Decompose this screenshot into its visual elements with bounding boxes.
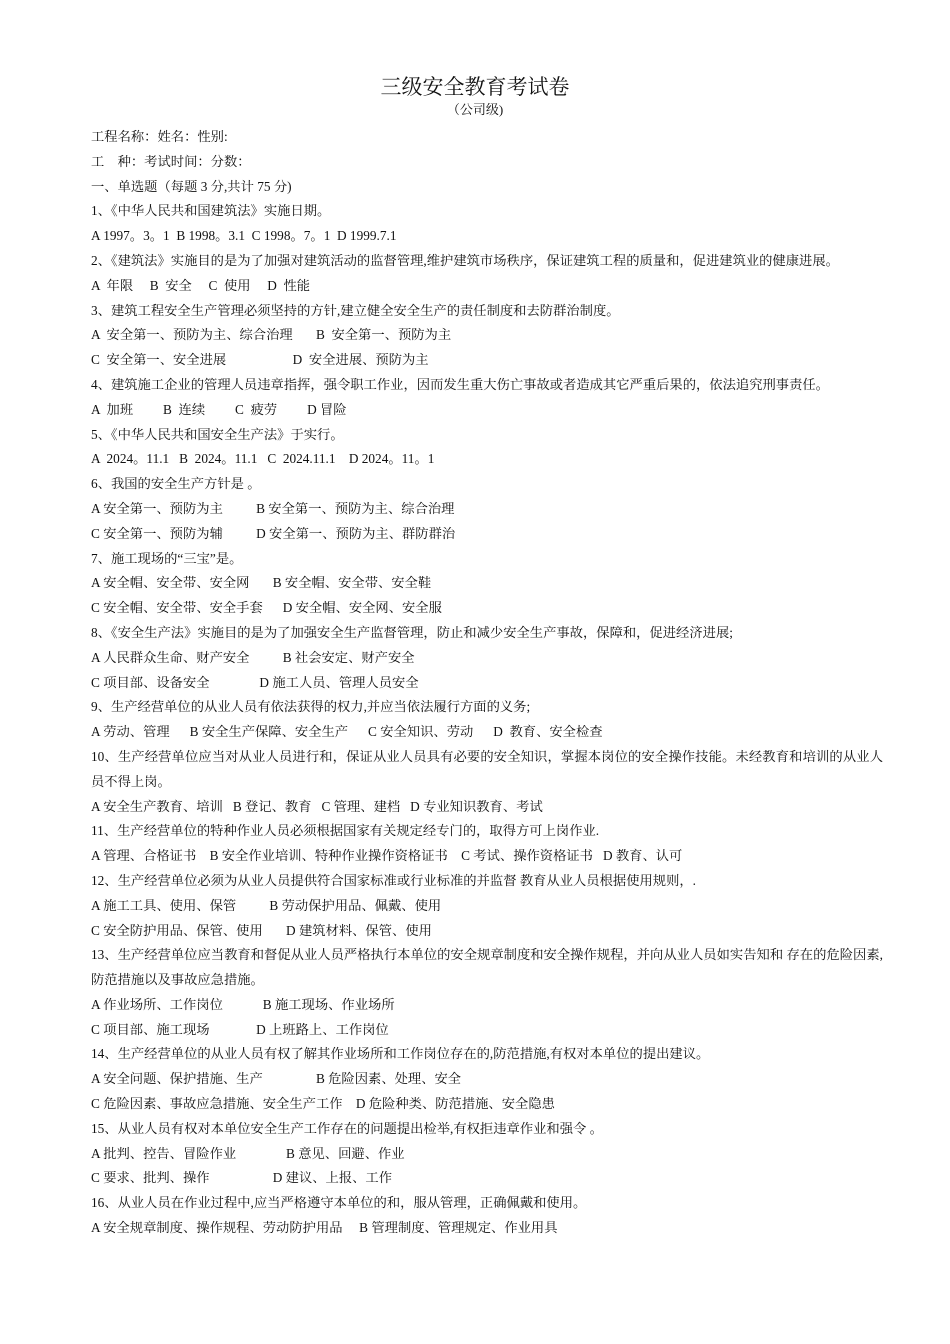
question-text: 1、《中华人民共和国建筑法》实施日期。	[91, 203, 331, 219]
question-options: A 安全第一、预防为主 B 安全第一、预防为主、综合治理	[91, 500, 455, 516]
question-options: A 安全生产教育、培训 B 登记、教育 C 管理、建档 D 专业知识教育、考试	[91, 798, 543, 814]
question-options: C 安全帽、安全带、安全手套 D 安全帽、安全网、安全服	[91, 600, 442, 616]
question-item	[91, 547, 883, 621]
question-item	[91, 373, 883, 423]
question-item	[91, 869, 883, 943]
question-options: A 安全规章制度、操作规程、劳动防护用品 B 管理制度、管理规定、作业用具	[91, 1220, 558, 1236]
section-heading: 一、单选题（每题 3 分,共计 75 分)	[91, 178, 292, 194]
question-options: A 劳动、管理 B 安全生产保障、安全生产 C 安全知识、劳动 D 教育、安全检查	[91, 724, 603, 740]
question-text: 4、建筑施工企业的管理人员违章指挥，强令职工作业，因而发生重大伤亡事故或者造成其它严重后果的，依法追究刑事责任。	[91, 376, 829, 392]
question-options: C 安全第一、预防为辅 D 安全第一、预防为主、群防群治	[91, 525, 456, 541]
question-text: 10、生产经营单位应当对从业人员进行和，保证从业人员具有必要的安全知识，掌握本岗位的安全操作技能。未经教育和培训的从业人员不得上岗。	[91, 748, 883, 789]
question-item	[91, 819, 883, 869]
question-item	[91, 943, 883, 1042]
question-options: A 1997。3。1 B 1998。3.1 C 1998。7。1 D 1999.7.1	[91, 228, 397, 244]
question-text: 14、生产经营单位的从业人员有权了解其作业场所和工作岗位存在的,防范措施,有权对本单位的提出建议。	[91, 1046, 710, 1062]
question-options: C 安全第一、安全进展 D 安全进展、预防为主	[91, 352, 429, 368]
question-item	[91, 1042, 883, 1116]
question-options: A 作业场所、工作岗位 B 施工现场、作业场所	[91, 996, 395, 1012]
question-options: A 人民群众生命、财产安全 B 社会安定、财产安全	[91, 649, 415, 665]
question-text: 9、生产经营单位的从业人员有依法获得的权力,并应当依法履行方面的义务;	[91, 699, 531, 715]
question-options: A 2024。11.1 B 2024。11.1 C 2024.11.1 D 2024。11。1	[91, 451, 435, 467]
question-text: 13、生产经营单位应当教育和督促从业人员严格执行本单位的安全规章制度和安全操作规程，并向从业人员如实告知和 存在的危险因素,防范措施以及事故应急措施。	[91, 947, 883, 988]
question-options: A 批判、控告、冒险作业 B 意见、回避、作业	[91, 1145, 405, 1161]
question-item	[91, 472, 883, 546]
question-options: A 年限 B 安全 C 使用 D 性能	[91, 277, 311, 293]
question-options: C 项目部、施工现场 D 上班路上、工作岗位	[91, 1021, 389, 1037]
question-item	[91, 1117, 883, 1191]
question-text: 8、《安全生产法》实施目的是为了加强安全生产监督管理，防止和减少安全生产事故，保障和，促进经济进展;	[91, 624, 733, 640]
question-item	[91, 1191, 883, 1241]
page-title: 三级安全教育考试卷	[380, 75, 570, 99]
question-text: 5、《中华人民共和国安全生产法》于实行。	[91, 426, 344, 442]
question-list	[91, 199, 883, 1240]
question-options: A 管理、合格证书 B 安全作业培训、特种作业操作资格证书 C 考试、操作资格证书 D 教育、认可	[91, 848, 683, 864]
question-item	[91, 299, 883, 373]
question-item	[91, 423, 883, 473]
info-line-project: 工程名称：姓名：性别:	[91, 129, 228, 144]
page-subtitle: （公司级)	[446, 102, 504, 117]
question-text: 7、施工现场的“三宝”是。	[91, 550, 243, 566]
question-options: C 危险因素、事故应急措施、安全生产工作 D 危险种类、防范措施、安全隐患	[91, 1096, 555, 1112]
question-options: C 安全防护用品、保管、使用 D 建筑材料、保管、使用	[91, 922, 432, 938]
exam-content	[91, 125, 883, 1241]
question-item	[91, 199, 883, 249]
question-text: 12、生产经营单位必须为从业人员提供符合国家标准或行业标准的并监督 教育从业人员根据使用规则，.	[91, 872, 697, 888]
question-item	[91, 621, 883, 695]
question-options: A 加班 B 连续 C 疲劳 D 冒险	[91, 401, 347, 417]
question-options: A 施工工具、使用、保管 B 劳动保护用品、佩戴、使用	[91, 897, 442, 913]
question-text: 15、从业人员有权对本单位安全生产工作存在的问题提出检举,有权拒违章作业和强令 。	[91, 1120, 603, 1136]
question-item	[91, 745, 883, 819]
question-text: 2、《建筑法》实施目的是为了加强对建筑活动的监督管理,维护建筑市场秩序，保证建筑工程的质量和，促进建筑业的健康进展。	[91, 252, 839, 268]
question-item	[91, 249, 883, 299]
question-text: 16、从业人员在作业过程中,应当严格遵守本单位的和，服从管理，正确佩戴和使用。	[91, 1195, 587, 1211]
question-text: 11、生产经营单位的特种作业人员必须根据国家有关规定经专门的，取得方可上岗作业.	[91, 823, 600, 839]
info-line-trade: 工 种：考试时间：分数：	[91, 153, 251, 169]
question-options: A 安全帽、安全带、安全网 B 安全帽、安全带、安全鞋	[91, 575, 432, 591]
question-text: 6、我国的安全生产方针是 。	[91, 476, 261, 492]
question-options: C 要求、批判、操作 D 建议、上报、工作	[91, 1170, 393, 1186]
question-item	[91, 695, 883, 745]
question-options: A 安全问题、保护措施、生产 B 危险因素、处理、安全	[91, 1071, 462, 1087]
question-text: 3、建筑工程安全生产管理必须坚持的方针,建立健全安全生产的责任制度和去防群治制度。	[91, 302, 620, 318]
question-options: C 项目部、设备安全 D 施工人员、管理人员安全	[91, 674, 419, 690]
question-options: A 安全第一、预防为主、综合治理 B 安全第一、预防为主	[91, 327, 452, 343]
